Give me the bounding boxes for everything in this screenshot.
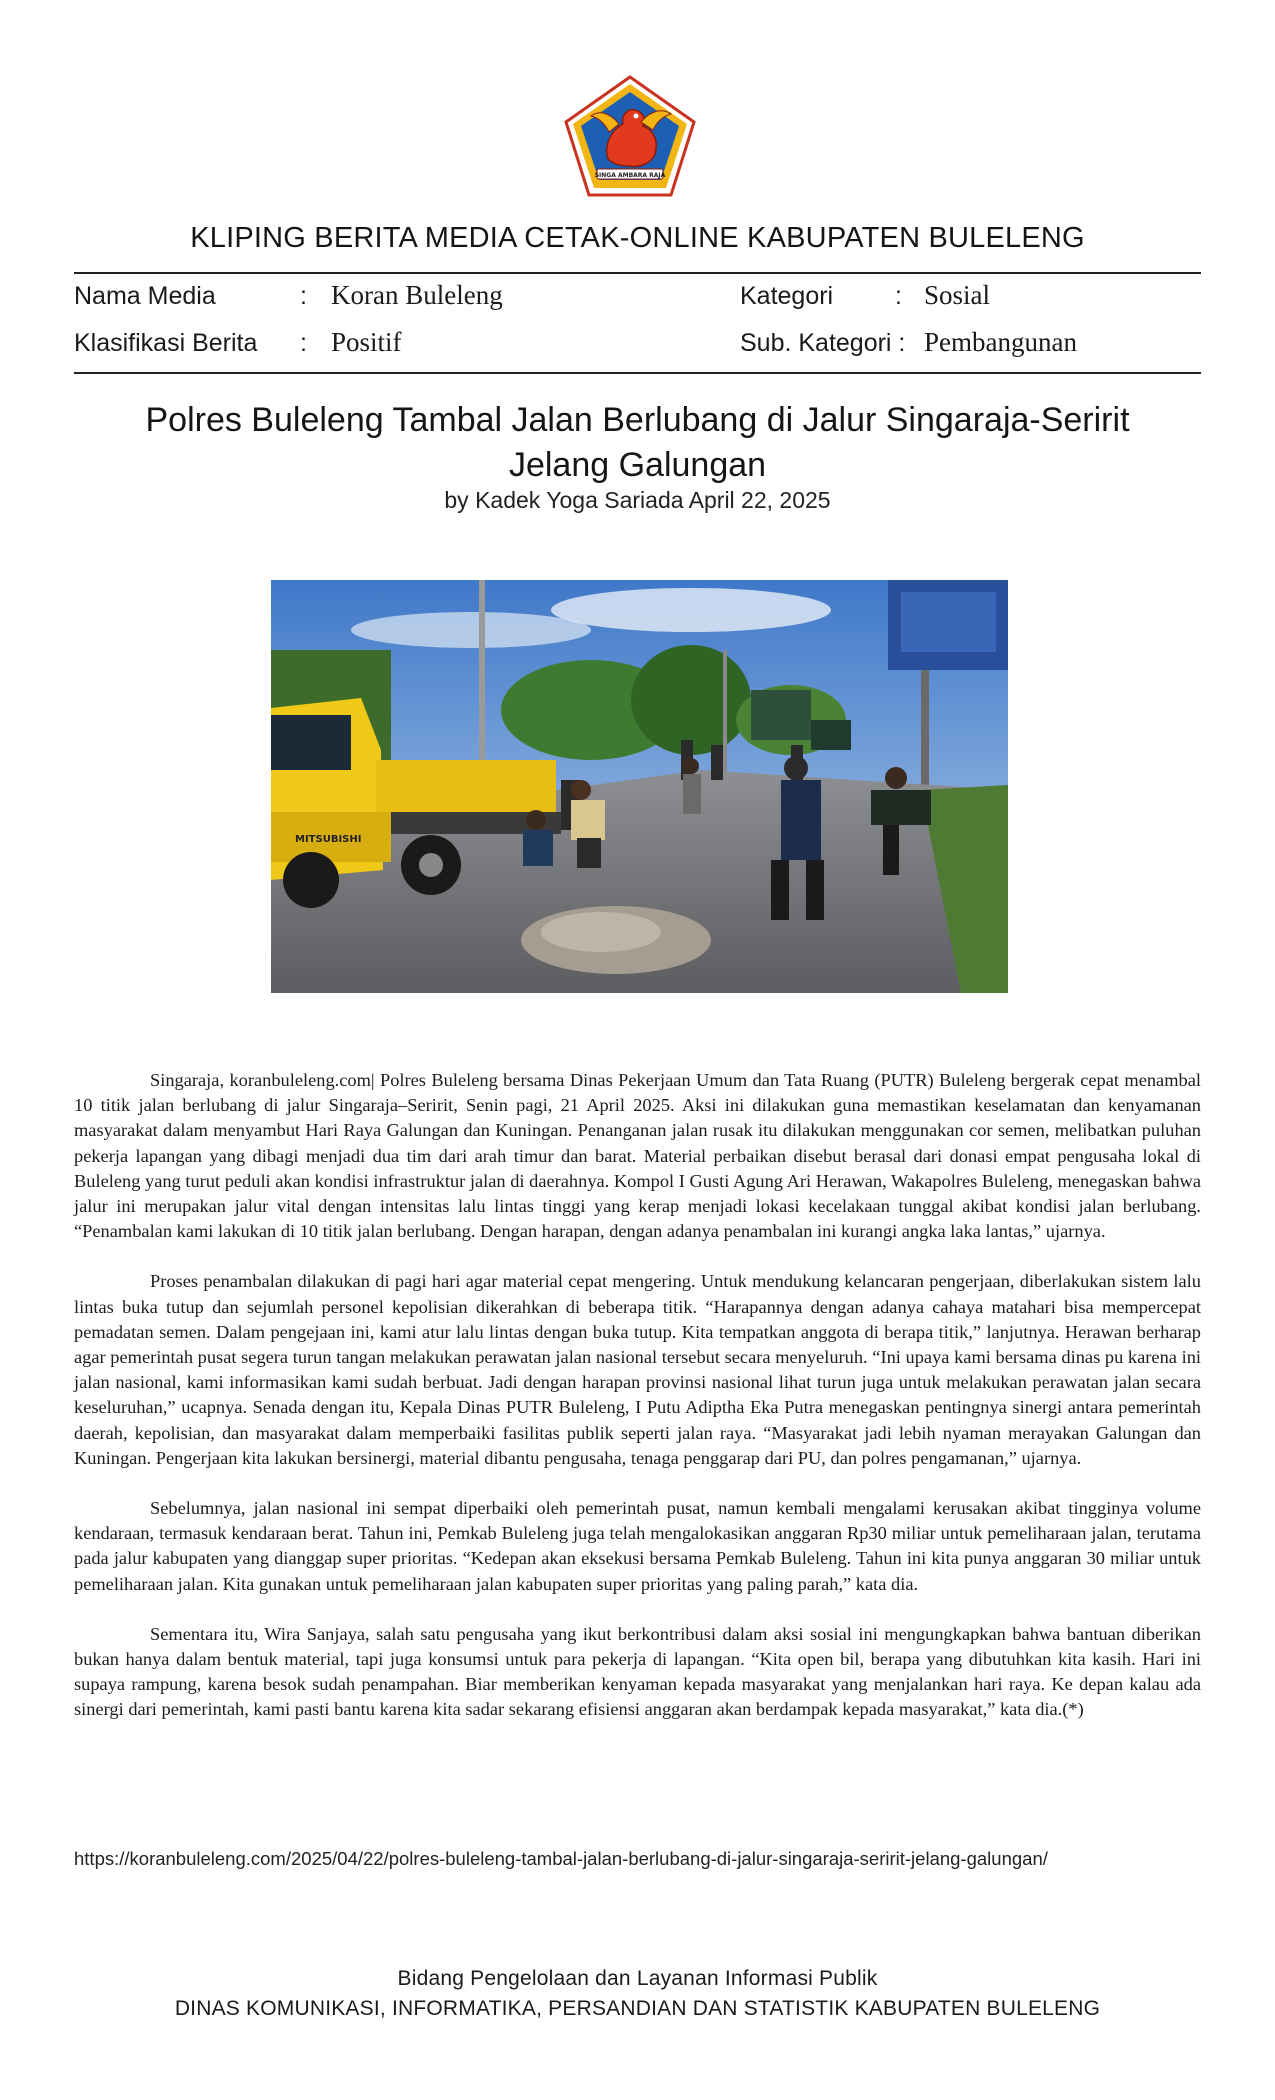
klasifikasi-label: Klasifikasi Berita [74, 329, 258, 357]
header-top-rule [74, 272, 1201, 274]
document-header-title: KLIPING BERITA MEDIA CETAK-ONLINE KABUPATEN BULELENG [190, 222, 1085, 254]
kategori-value: Sosial [924, 280, 991, 310]
crest-motto: SINGA AMBARA RAJA [594, 172, 666, 179]
kategori-label: Kategori [740, 282, 834, 310]
article-photo [271, 580, 1008, 993]
footer-division: Bidang Pengelolaan dan Layanan Informasi Publik [397, 1967, 878, 1990]
media-value: Koran Buleleng [331, 280, 503, 310]
footer-agency: DINAS KOMUNIKASI, INFORMATIKA, PERSANDIAN DAN STATISTIK KABUPATEN BULELENG [174, 1997, 1101, 2020]
kategori-separator: : [895, 282, 902, 310]
article-byline: by Kadek Yoga Sariada April 22, 2025 [444, 487, 831, 513]
buleleng-crest-logo [563, 74, 697, 198]
klasifikasi-separator: : [300, 329, 307, 357]
klasifikasi-value: Positif [331, 327, 402, 357]
article-body [74, 1068, 1201, 1748]
source-url-link[interactable]: https://koranbuleleng.com/2025/04/22/polres-buleleng-tambal-jalan-berlubang-di-jalur-singaraja-seririt-jelang-galungan/ [74, 1848, 1048, 1869]
truck-brand-text: MITSUBISHI [295, 834, 362, 845]
article-paragraph: Singaraja, koranbuleleng.com| Polres Buleleng bersama Dinas Pekerjaan Umum dan Tata Ruang (PUTR) Buleleng bergerak cepat menambal 10 titik jalan berlubang di jalur Singaraja–Seririt, Senin pagi, 21 April 2025. Aksi ini dilakukan guna memastikan keselamatan dan kenyamanan masyarakat dalam menyambut Hari Raya Galungan dan Kuningan. Penanganan jalan rusak itu dilakukan menggunakan cor semen, melibatkan puluhan pekerja lapangan yang dibagi menjadi dua tim dari arah timur dan barat. Material perbaikan disebut berasal dari donasi empat pengusaha lokal di Buleleng yang turut peduli akan kondisi infrastruktur jalan di daerahnya. Kompol I Gusti Agung Ari Herawan, Wakapolres Buleleng, menegaskan bahwa jalur ini merupakan jalur vital dengan intensitas lalu lintas tinggi yang kerap menjadi lokasi kecelakaan tunggal akibat kondisi jalan berlubang. “Penambalan kami lakukan di 10 titik jalan berlubang. Dengan harapan, dengan adanya penambalan ini kurangi angka laka lantas,” ujarnya. [74, 1070, 1201, 1242]
media-separator: : [300, 282, 307, 310]
buleleng-regency-crest-icon [563, 74, 697, 198]
header-bottom-rule [74, 372, 1201, 374]
subkategori-label: Sub. Kategori : [740, 329, 906, 357]
article-paragraph: Proses penambalan dilakukan di pagi hari agar material cepat mengering. Untuk mendukung kelancaran pengerjaan, diberlakukan sistem lalu lintas buka tutup dan sejumlah personel kepolisian dikerahkan di beberapa titik. “Harapannya dengan adanya cahaya matahari bisa mempercepat pemadatan semen. Dalam pengejaan ini, kami atur lalu lintas dengan buka tutup. Kita tempatkan anggota di berapa titik,” lanjutnya. Herawan berharap agar pemerintah pusat segera turun tangan melakukan perawatan jalan nasional tersebut secara menyeluruh. “Ini upaya kami bersama dinas pu karena ini jalan nasional, kami informasikan kami sudah berbuat. Jadi dengan harapan provinsi nasional lihat turun juga untuk melakukan perawatan jalan secara keseluruhan,” ucapnya. Senada dengan itu, Kepala Dinas PUTR Buleleng, I Putu Adiptha Eka Putra menegaskan pentingnya sinergi antara pemerintah daerah, kepolisian, dan masyarakat dalam memperbaiki fasilitas publik seperti jalan raya. “Masyarakat jadi lebih nyaman merayakan Galungan dan Kuningan. Pengerjaan kita lakukan bersinergi, material dibantu pengusaha, tenaga penggarap dari PU, dan polres pengamanan,” ujarnya. [74, 1271, 1201, 1468]
article-title: Polres Buleleng Tambal Jalan Berlubang di Jalur Singaraja-Seririt Jelang Galungan [145, 401, 1130, 484]
subkategori-value: Pembangunan [924, 327, 1077, 357]
article-paragraph: Sementara itu, Wira Sanjaya, salah satu pengusaha yang ikut berkontribusi dalam aksi sosial ini mengungkapkan bahwa bantuan diberikan bukan hanya dalam bentuk material, tapi juga konsumsi untuk para pekerja di lapangan. “Kita open bil, berapa yang dibutuhkan kita kasih. Hari ini supaya rampung, karena besok sudah penampahan. Biar memberikan kenyaman kepada masyarakat yang menjalankan hari raya. Ke depan kalau ada sinergi dari pemerintah, kami pasti bantu karena kita sadar sekarang efisiensi anggaran akan berdampak kepada masyarakat,” kata dia.(*) [74, 1623, 1201, 1720]
article-paragraph: Sebelumnya, jalan nasional ini sempat diperbaiki oleh pemerintah pusat, namun kembali mengalami kerusakan akibat tingginya volume kendaraan, termasuk kendaraan berat. Tahun ini, Pemkab Buleleng juga telah mengalokasikan anggaran Rp30 miliar untuk pemeliharaan jalan, terutama pada jalur kabupaten yang dianggap super prioritas. “Kedepan akan eksekusi bersama Pemkab Buleleng. Tahun ini kita punya anggaran 30 miliar untuk pemeliharaan jalan. Kita gunakan untuk pemeliharaan jalan kabupaten super prioritas yang paling parah,” kata dia. [74, 1498, 1201, 1594]
media-label: Nama Media [74, 282, 216, 310]
